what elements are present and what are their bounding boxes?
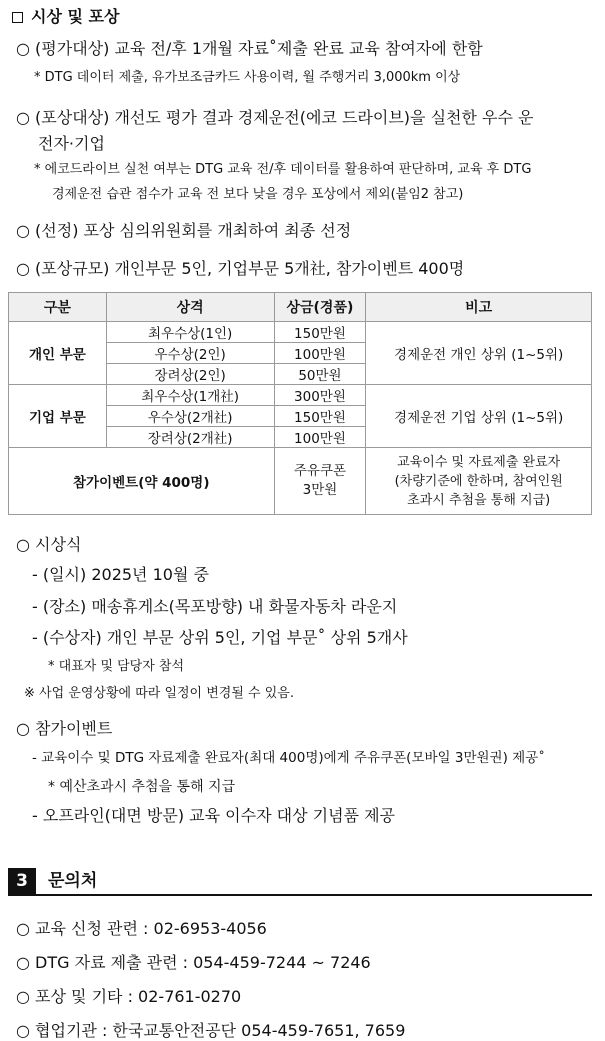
- contact-item: ○ 포상 및 기타 : 02-761-0270: [16, 987, 242, 1006]
- bullet-award-target: ○ (포상대상) 개선도 평가 결과 경제운전(에코 드라이브)을 실천한 우수 운: [16, 108, 534, 127]
- note-eval-target: * DTG 데이터 제출, 유가보조금카드 사용이력, 월 주행거리 3,000km 이상: [34, 70, 461, 85]
- section-heading: [12, 4, 119, 27]
- table-header-row: [9, 293, 592, 322]
- grade-cell: 최우수상(1개社): [106, 385, 274, 406]
- event-item-souvenir: - 오프라인(대면 방문) 교육 이수자 대상 기념품 제공: [32, 806, 395, 825]
- contact-title: 문의처: [48, 871, 98, 891]
- event-prize: [274, 448, 366, 515]
- grade-cell: 장려상(2인): [106, 364, 274, 385]
- contact-item: ○ 교육 신청 관련 : 02-6953-4056: [16, 919, 267, 938]
- bullet-award-scale: ○ (포상규모) 개인부문 5인, 기업부문 5개社, 참가이벤트 400명: [16, 259, 465, 278]
- ceremony-place: - (장소) 매송휴게소(목포방향) 내 화물자동차 라운지: [32, 597, 398, 616]
- grade-cell: 최우수상(1인): [106, 322, 274, 343]
- contact-section-header: [8, 868, 592, 896]
- prize-cell: 300만원: [274, 385, 366, 406]
- header-category: 구분: [9, 293, 107, 322]
- note-company: 경제운전 기업 상위 (1~5위): [366, 385, 592, 448]
- event-label: 참가이벤트(약 400명): [9, 448, 275, 515]
- checkbox-square-icon: [12, 12, 23, 23]
- header-note: 비고: [366, 293, 592, 322]
- note-eco-drive-cont: 경제운전 습관 점수가 교육 전 보다 낮을 경우 포상에서 제외(붙임2 참고): [52, 187, 464, 202]
- ceremony-date: - (일시) 2025년 10월 중: [32, 565, 209, 584]
- category-company: 기업 부문: [9, 385, 107, 448]
- header-prize: 상금(경품): [274, 293, 366, 322]
- event-title: ○ 참가이벤트: [16, 719, 113, 738]
- prize-cell: 150만원: [274, 406, 366, 427]
- event-prize-line: 3만원: [302, 482, 338, 498]
- event-note: [366, 448, 592, 515]
- ceremony-title: ○ 시상식: [16, 535, 82, 554]
- table-row: [9, 385, 592, 406]
- bullet-award-target-cont: 전자·기업: [38, 134, 105, 153]
- award-table: [8, 292, 592, 515]
- table-row: [9, 448, 592, 515]
- ceremony-winners: - (수상자) 개인 부문 상위 5인, 기업 부문˚ 상위 5개사: [32, 628, 408, 647]
- prize-cell: 100만원: [274, 427, 366, 448]
- table-row: [9, 322, 592, 343]
- contact-item: ○ 협업기관 : 한국교통안전공단 054-459-7651, 7659: [16, 1021, 406, 1040]
- prize-cell: 150만원: [274, 322, 366, 343]
- prize-cell: 50만원: [274, 364, 366, 385]
- grade-cell: 우수상(2개社): [106, 406, 274, 427]
- event-note-line: 교육이수 및 자료제출 완료자: [397, 454, 561, 470]
- contact-item: ○ DTG 자료 제출 관련 : 054-459-7244 ~ 7246: [16, 953, 371, 972]
- note-eco-drive: * 에코드라이브 실천 여부는 DTG 교육 전/후 데이터를 활용하여 판단하며, 교육 후 DTG: [34, 162, 532, 177]
- prize-cell: 100만원: [274, 343, 366, 364]
- section-number: 3: [8, 868, 36, 894]
- ceremony-note: * 대표자 및 담당자 참석: [48, 659, 185, 674]
- category-personal: 개인 부문: [9, 322, 107, 385]
- schedule-change-note: ※ 사업 운영상황에 따라 일정이 변경될 수 있음.: [24, 686, 294, 701]
- event-item-note: * 예산초과시 추첨을 통해 지급: [48, 779, 236, 795]
- bullet-selection: ○ (선정) 포상 심의위원회를 개최하여 최종 선정: [16, 221, 352, 240]
- bullet-eval-target: ○ (평가대상) 교육 전/후 1개월 자료˚제출 완료 교육 참여자에 한함: [16, 39, 483, 58]
- event-item-coupon: - 교육이수 및 DTG 자료제출 완료자(최대 400명)에게 주유쿠폰(모바일 3만원권) 제공˚: [32, 750, 545, 766]
- note-personal: 경제운전 개인 상위 (1~5위): [366, 322, 592, 385]
- grade-cell: 장려상(2개社): [106, 427, 274, 448]
- header-grade: 상격: [106, 293, 274, 322]
- event-prize-line: 주유쿠폰: [293, 463, 347, 479]
- event-note-line: 초과시 추첨을 통해 지급): [407, 492, 551, 508]
- event-note-line: (차량기준에 한하며, 참여인원: [394, 473, 563, 489]
- grade-cell: 우수상(2인): [106, 343, 274, 364]
- section-heading-text: 시상 및 포상: [31, 7, 120, 26]
